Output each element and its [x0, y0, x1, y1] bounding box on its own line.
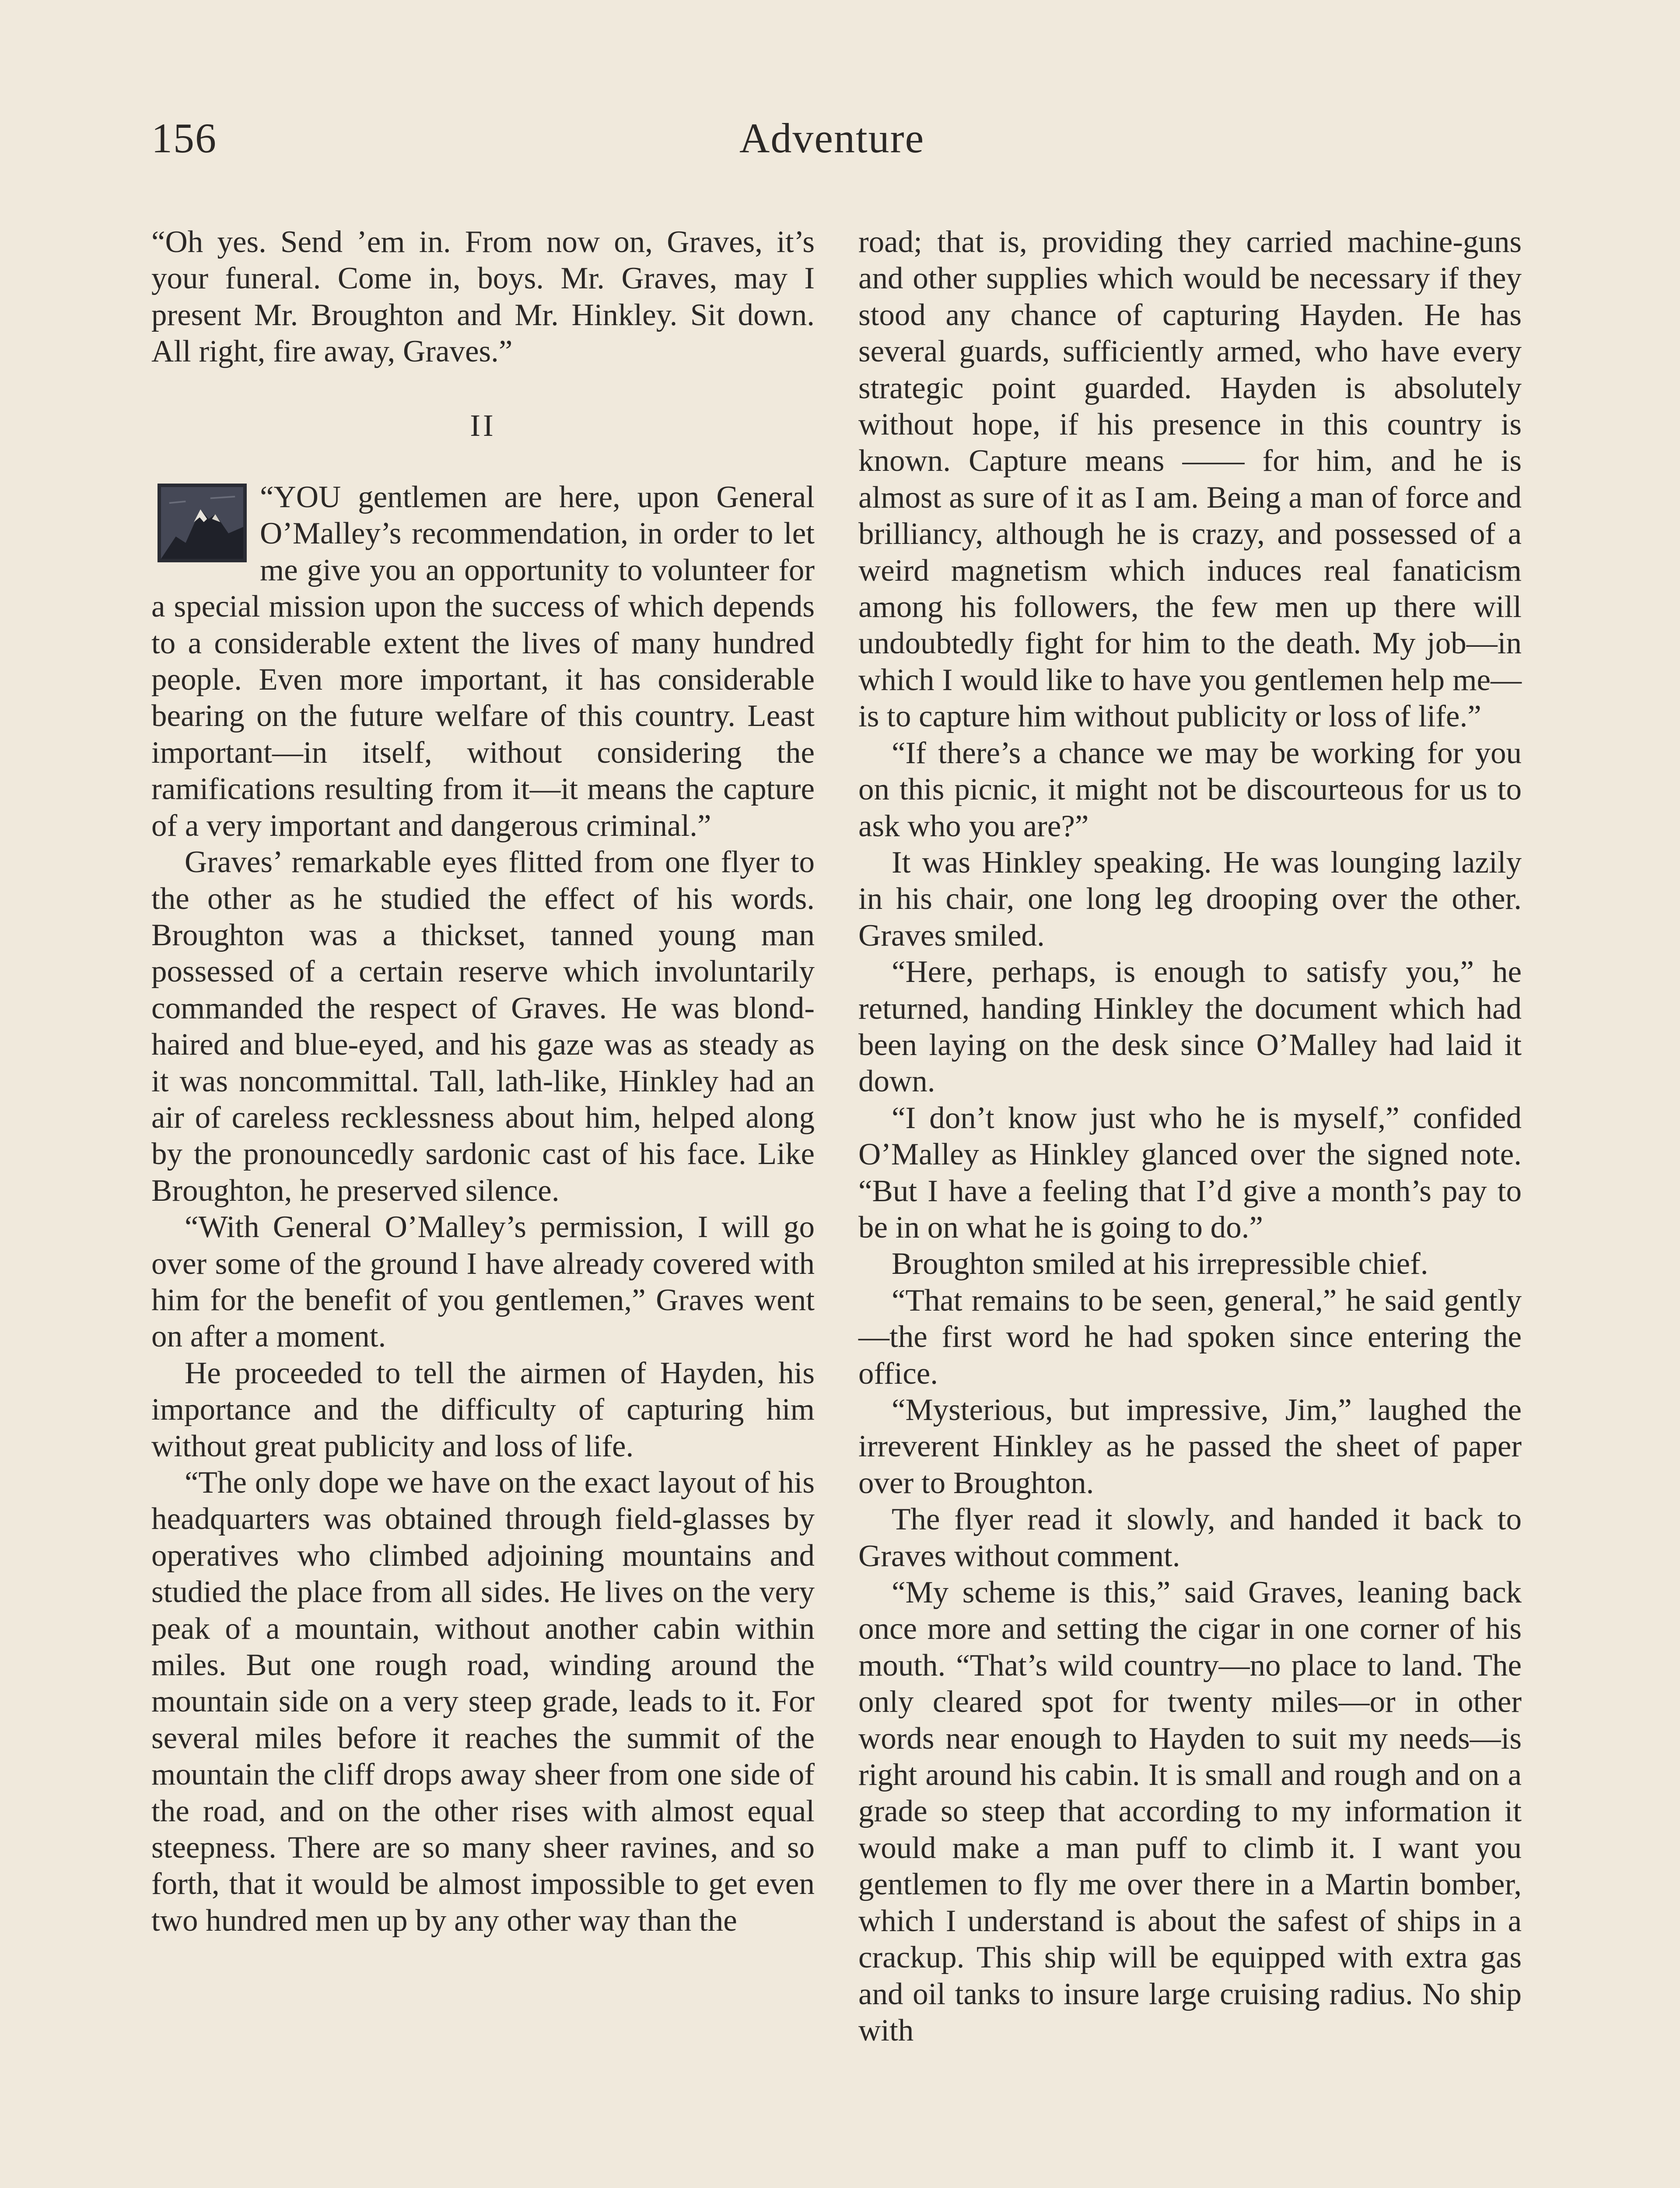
paragraph: “That remains to be seen, general,” he said gently—the first word he had spoken since entering the office. [858, 1283, 1522, 1391]
paragraph: “My scheme is this,” said Graves, leaning back once more and setting the cigar in one corner of his mouth. “That’s wild country—no place to land. The only cleared spot for twenty miles—or in other words near enough to Hayden to suit my needs—is right around his cabin. It is small and rough and on a grade so steep that according to my information it would make a man puff to climb it. I want you gentlemen to fly me over there in a Martin bomber, which I understand is about the safest of ships in a crackup. This ship will be equipped with extra gas and oil tanks to insure large cruising radius. No ship with [858, 1575, 1522, 2048]
paragraph: The flyer read it slowly, and handed it back to Graves without comment. [858, 1502, 1522, 1573]
left-column [151, 224, 815, 1939]
right-column [858, 224, 1522, 2049]
paragraph: “Oh yes. Send ’em in. From now on, Graves, it’s your funeral. Come in, boys. Mr. Graves, may I present Mr. Broughton and Mr. Hinkley. Sit down. All right, fire away, Graves.” [151, 225, 815, 369]
mountain-peak-icon [158, 484, 247, 562]
paragraph: “The only dope we have on the exact layout of his headquarters was obtained through field-glasses by operatives who climbed adjoining mountains and studied the place from all sides. He lives on the very peak of a mountain, without another cabin within miles. But one rough road, winding around the mountain side on a very steep grade, leads to it. For several miles before it reaches the summit of the mountain the cliff drops away sheer from one side of the road, and on the other rises with almost equal steepness. There are so many sheer ravines, and so forth, that it would be almost impossible to get even two hundred men up by any other way than the [151, 1466, 815, 1938]
paragraph: “If there’s a chance we may be working for you on this picnic, it might not be discourteous for us to ask who you are?” [858, 736, 1522, 843]
paragraph: It was Hinkley speaking. He was lounging lazily in his chair, one long leg drooping over the other. Graves smiled. [858, 845, 1522, 953]
running-header-title: Adventure [739, 115, 925, 161]
paragraph: Graves’ remarkable eyes flitted from one flyer to the other as he studied the effect of his words. Broughton was a thickset, tanned young man possessed of a certain reserve which involuntarily commanded the respect of Graves. He was blond-haired and blue-eyed, and his gaze was as steady as it was noncommittal. Tall, lath-like, Hinkley had an air of careless recklessness about him, helped along by the pronouncedly sardonic cast of his face. Like Broughton, he preserved silence. [151, 845, 815, 1208]
paragraph: road; that is, providing they carried machine-guns and other supplies which would be necessary if they stood any chance of capturing Hayden. He has several guards, sufficiently armed, who have every strategic point guarded. Hayden is absolutely without hope, if his presence in this country is known. Capture means —— for him, and he is almost as sure of it as I am. Being a man of force and brilliancy, although he is crazy, and possessed of a weird magnetism which induces real fanaticism among his followers, the few men up there will undoubtedly fight for him to the death. My job—in which I would like to have you gentlemen help me—is to capture him without publicity or loss of life.” [858, 225, 1522, 734]
paragraph: “YOU gentlemen are here, upon General O’Malley’s recommendation, in order to let me give you an opportunity to volunteer for a special mission upon the success of which depends to a considerable extent the lives of many hundred people. Even more important, it has considerable bearing on the future welfare of this country. Least important—in itself, without considering the ramifications resulting from it—it means the capture of a very important and dangerous criminal.” [151, 480, 815, 843]
paragraph: He proceeded to tell the airmen of Hayden, his importance and the difficulty of capturing him without great publicity and loss of life. [151, 1356, 815, 1463]
paragraph: “Here, perhaps, is enough to satisfy you,” he returned, handing Hinkley the document which had been laying on the desk since O’Malley had laid it down. [858, 955, 1522, 1099]
paragraph: “With General O’Malley’s permission, I will go over some of the ground I have already covered with him for the benefit of you gentlemen,” Graves went on after a moment. [151, 1210, 815, 1354]
paragraph: Broughton smiled at his irrepressible chief. [892, 1247, 1428, 1281]
paragraph: “Mysterious, but impressive, Jim,” laughed the irreverent Hinkley as he passed the sheet of paper over to Broughton. [858, 1393, 1522, 1500]
page-number: 156 [151, 115, 217, 161]
section-number: II [470, 408, 496, 443]
paragraph: “I don’t know just who he is myself,” confided O’Malley as Hinkley glanced over the signed note. “But I have a feeling that I’d give a month’s pay to be in on what he is going to do.” [858, 1101, 1522, 1245]
